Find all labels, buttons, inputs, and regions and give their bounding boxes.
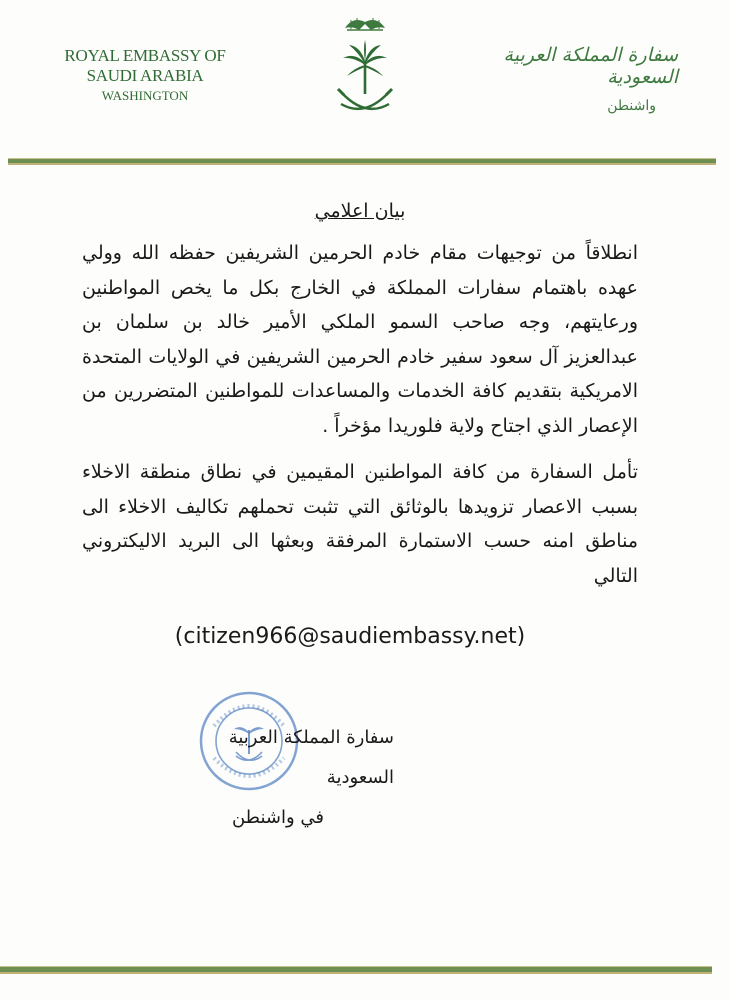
notice-paragraph-1: انطلاقاً من توجيهات مقام خادم الحرمين الشريفين حفظه الله وولي عهده باهتمام سفارات المملكة في الخارج بكل ما يخص المواطنين ورعايتهم، وجه صاحب السمو الملكي الأمير خالد بن سلمان بن عبدالعزيز آل سعود سفير خادم الحرمين الشريفين في الولايات المتحدة الامريكية بتقديم كافة الخدمات والمساعدات للمواطنين المتضررين من الإعصار الذي اجتاح ولاية فلوريدا مؤخراً .	[82, 242, 638, 437]
embassy-name-en: ROYAL EMBASSY OF SAUDI ARABIA	[64, 46, 226, 85]
footer-divider	[0, 966, 712, 974]
signature-block	[184, 718, 394, 838]
embassy-name-english	[40, 46, 250, 104]
embassy-name-arabic	[478, 44, 678, 114]
signature-line-2: في واشنطن	[231, 807, 324, 828]
letterhead	[0, 0, 730, 170]
city-en: WASHINGTON	[101, 88, 189, 103]
header-divider	[8, 158, 716, 165]
contact-email: (citizen966@saudiembassy.net)	[174, 624, 526, 649]
embassy-name-ar: سفارة المملكة العربية السعودية	[503, 44, 678, 88]
signature-line-1: سفارة المملكة العربية السعودية	[228, 727, 394, 788]
notice-body	[82, 200, 638, 593]
notice-title: بيان اعلامي	[314, 200, 406, 222]
city-ar: واشنطن	[607, 98, 656, 114]
saudi-emblem-icon	[327, 8, 403, 123]
notice-paragraph-2: تأمل السفارة من كافة المواطنين المقيمين في نطاق منطقة الاخلاء بسبب الاعصار تزويدها بالوثائق التي تثبت تحملهم تكاليف الاخلاء الى مناطق امنه حسب الاستمارة المرفقة وبعثها الى البريد الاليكتروني التالي	[82, 461, 638, 587]
